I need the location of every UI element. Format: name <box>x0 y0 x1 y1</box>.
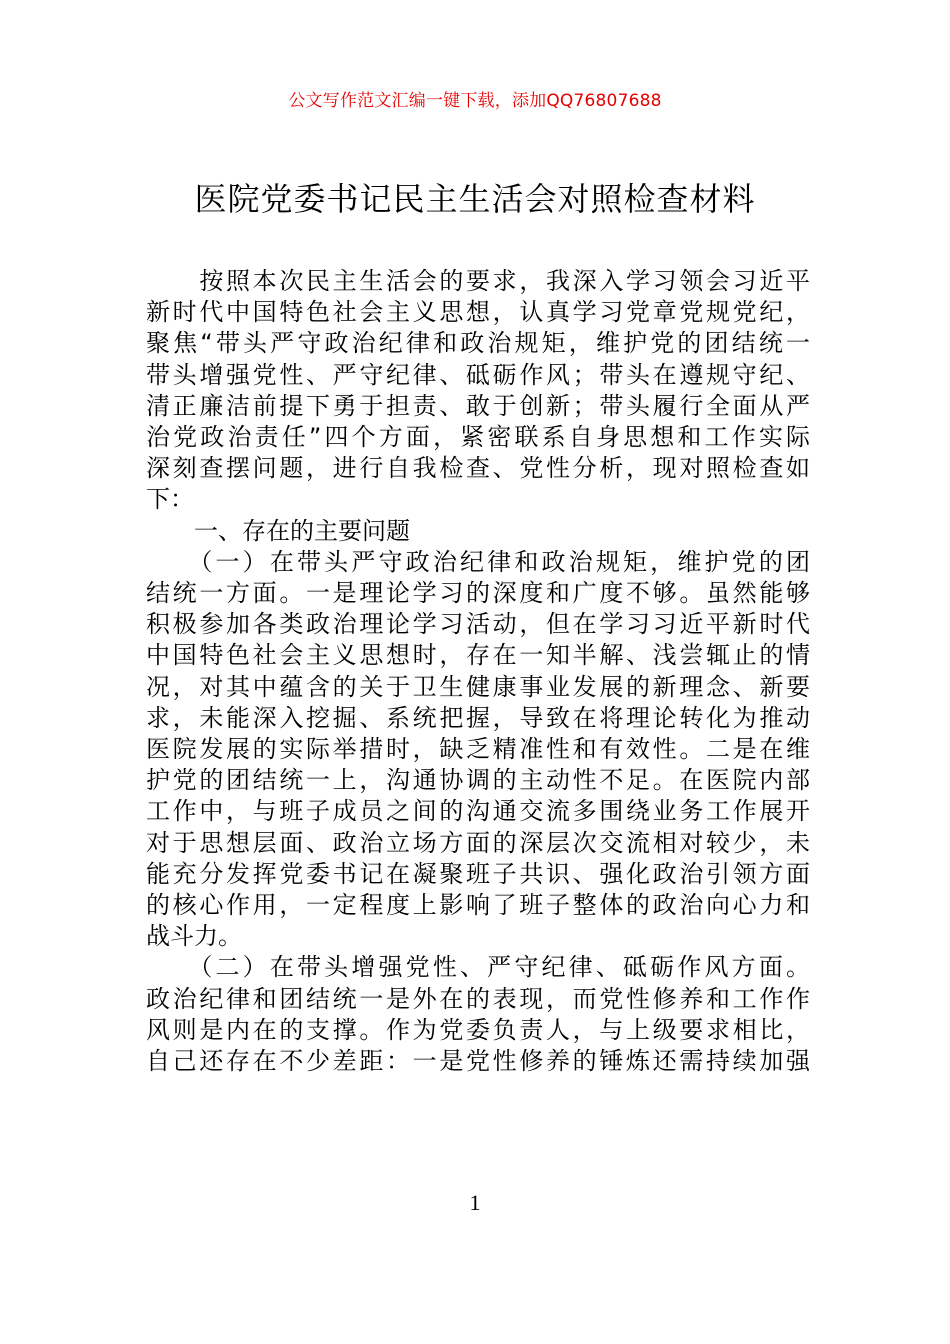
page-number: 1 <box>469 1190 481 1215</box>
body-line: 风则是内在的支撑。作为党委负责人，与上级要求相比， <box>146 1015 810 1044</box>
body-line: 对于思想层面、政治立场方面的深层次交流相对较少，未 <box>146 828 810 857</box>
body-line: （二）在带头增强党性、严守纪律、砥砺作风方面。 <box>146 953 810 982</box>
body-line: 况，对其中蕴含的关于卫生健康事业发展的新理念、新要 <box>146 672 810 701</box>
body-line: 下： <box>146 485 194 514</box>
body-line: （一）在带头严守政治纪律和政治规矩，维护党的团 <box>146 547 810 576</box>
body-line: 积极参加各类政治理论学习活动，但在学习习近平新时代 <box>146 610 810 639</box>
body-line: 医院发展的实际举措时，缺乏精准性和有效性。二是在维 <box>146 735 810 764</box>
body-line: 深刻查摆问题，进行自我检查、党性分析，现对照检查如 <box>146 454 810 483</box>
body-line: 带头增强党性、严守纪律、砥砺作风；带头在遵规守纪、 <box>146 360 810 389</box>
body-line: 工作中，与班子成员之间的沟通交流多围绕业务工作展开 <box>146 797 810 826</box>
body-line: 新时代中国特色社会主义思想，认真学习党章党规党纪， <box>146 298 810 327</box>
document-title: 医院党委书记民主生活会对照检查材料 <box>194 180 756 218</box>
body-line: 能充分发挥党委书记在凝聚班子共识、强化政治引领方面 <box>146 859 810 888</box>
body-line: 求，未能深入挖掘、系统把握，导致在将理论转化为推动 <box>146 703 810 732</box>
body-line: 政治纪律和团结统一是外在的表现，而党性修养和工作作 <box>146 984 810 1013</box>
body-line: 治党政治责任”四个方面，紧密联系自身思想和工作实际 <box>146 423 810 452</box>
promo-header[interactable]: 公文写作范文汇编一键下载，添加QQ76807688 <box>288 91 662 111</box>
body-line: 按照本次民主生活会的要求，我深入学习领会习近平 <box>146 267 810 295</box>
body-line: 结统一方面。一是理论学习的深度和广度不够。虽然能够 <box>146 579 810 608</box>
body-line: 战斗力。 <box>146 922 242 951</box>
body-line: 清正廉洁前提下勇于担责、敢于创新；带头履行全面从严 <box>146 391 810 420</box>
document-body <box>146 266 810 1077</box>
body-line: 聚焦“带头严守政治纪律和政治规矩，维护党的团结统一 <box>146 329 810 358</box>
body-line: 的核心作用，一定程度上影响了班子整体的政治向心力和 <box>146 891 810 920</box>
body-line: 中国特色社会主义思想时，存在一知半解、浅尝辄止的情 <box>146 641 810 670</box>
section-heading: 一、存在的主要问题 <box>146 516 410 545</box>
body-line: 自己还存在不少差距：一是党性修养的锤炼还需持续加强 <box>146 1047 810 1076</box>
body-line: 护党的团结统一上，沟通协调的主动性不足。在医院内部 <box>146 766 810 795</box>
